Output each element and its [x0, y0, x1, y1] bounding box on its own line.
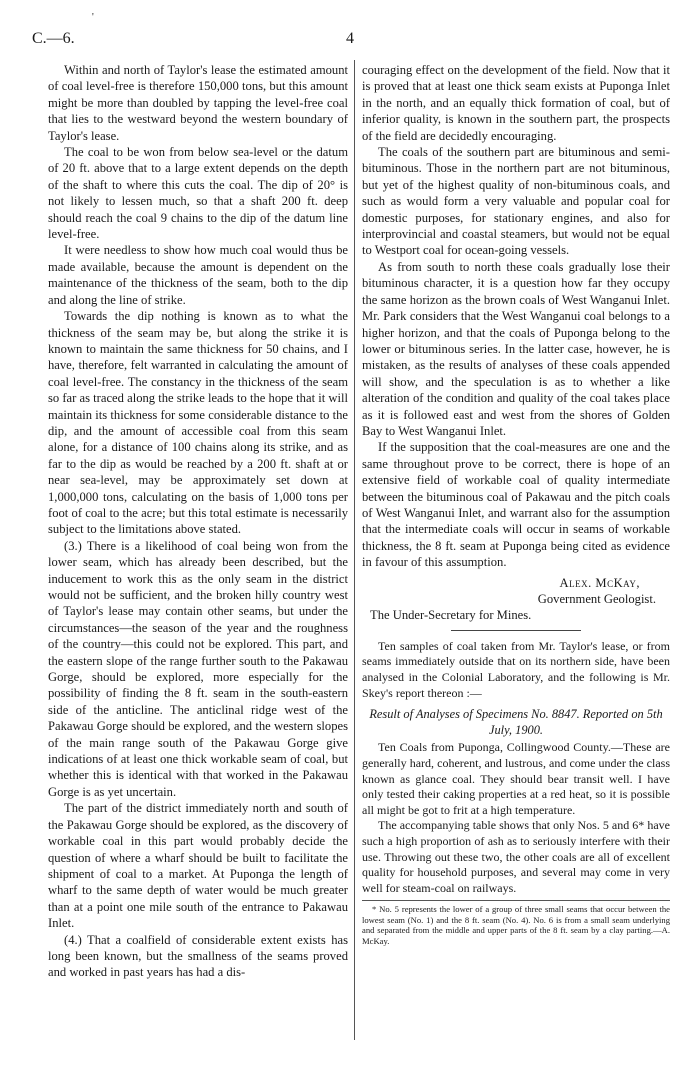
paragraph: As from south to north these coals gradually lose their bituminous character, it is a question how far they occupy the same horizon as the brown coals of West Wanganui Inlet. Mr. Park considers that the West Wanganui coal belongs to a higher horizon, and that the coals of Puponga belong to the lower or bituminous series. In the latter case, however, he is mistaken, as the results of analyses of these coals appended will show, and the speculation is as to whether a like alteration of the condition and quality of the coal takes place as it is followed east and west from the shores of Golden Bay to West Wanganui Inlet. — [362, 259, 670, 438]
paragraph: Ten Coals from Puponga, Collingwood County.—These are generally hard, coherent, and lustrous, and come under the class known as glance coal. They should bear transit well. I have only tested their caking properties at a red heat, so it is possible all might be got to frit at a high temperature. — [362, 740, 670, 817]
paragraph: (4.) That a coalfield of considerable extent exists has long been known, but the smallness of the seams proved and worked in past years has had a dis- — [48, 932, 348, 980]
result-heading: Result of Analyses of Specimens No. 8847. Reported on 5th July, 1900. — [369, 707, 663, 737]
paragraph: It were needless to show how much coal would thus be made available, because the amount is dependent on the maintenance of the thickness of the seam, both to the dip and along the line of strike. — [48, 243, 348, 307]
page-header — [32, 30, 668, 50]
addressee: The Under-Secretary for Mines. — [370, 608, 532, 623]
paragraph: If the supposition that the coal-measures are one and the same throughout prove to be correct, there is hope of an extensive field of workable coal of quality intermediate between the bituminous coal of Pakawau and the pitch coals of West Wanganui Inlet, and warrant also for the assumption that the intermediate coals will occur in seams of workable thickness, the 8 ft. seam at Puponga being cited as evidence in favour of this assumption. — [362, 440, 670, 570]
margin-mark: ' — [92, 12, 94, 23]
paragraph: The coal to be won from below sea-level or the datum of 20 ft. above that to a large extent depends on the depth of the shaft to where this cuts the coal. The dip of 20° is not likely to lessen much, so that a shaft 200 ft. deep should reach the coal 9 chains to the dip of the datum line level-free. — [48, 145, 348, 242]
paragraph: Ten samples of coal taken from Mr. Taylor's lease, or from seams immediately outside that on its northern side, have been analysed in the Colonial Laboratory, and the following is Mr. Skey's report thereon :— — [362, 638, 670, 700]
paragraph-continuation: couraging effect on the development of the field. Now that it is proved that at least one thick seam exists at Puponga Inlet in the north, and an equally thick formation of coal, but of inferior quality, is known in the southern part, the prospects of the field are decidedly encouraging. — [362, 63, 670, 143]
paragraph: Towards the dip nothing is known as to what the thickness of the seam may be, but along the strike it is known to maintain the same thickness for 50 chains, and I have, therefore, felt warranted in calculating the amount of coal level-free. The constancy in the thickness of the seam so far as traced along the strike leads to the hope that it will maintain its thickness for some considerable distance to the dip, and the amount of accessible coal from this seam alone, for a distance of 100 chains along its strike, and as far to the dip as would be reached by a 200 ft. shaft at or near sea-level, may be approximately set down at 1,000,000 tons, calculating on the basis of 1,000 tons per foot of coal to the acre; but this total estimate is necessarily subject to the limitations above stated. — [48, 309, 348, 537]
right-column — [362, 62, 670, 946]
signature-name: Alex. McKay, — [559, 575, 640, 590]
document-reference: C.—6. — [32, 30, 75, 47]
paragraph: The coals of the southern part are bituminous and semi-bituminous. Those in the northern part are not bituminous, but yet of the highest quality of non-bituminous coals, and such as would form a very valuable and popular coal for domestic purposes, for stationary engines, and also for interprovincial and coastal steamers, but would not be equal to Westport coal for ocean-going vessels. — [362, 145, 670, 258]
section-rule — [451, 630, 581, 631]
signature-block — [362, 575, 670, 608]
paragraph: Within and north of Taylor's lease the estimated amount of coal level-free is therefore 150,000 tons, but this amount might be more than doubled by tapping the level-free coal that lies to the westward beyond the western boundary of Taylor's lease. — [48, 63, 348, 143]
paragraph: (3.) There is a likelihood of coal being won from the lower seam, which has already been described, but the inducement to work this as the only seam in the district would not be sufficient, and the broken hilly country west of Taylor's lease may contain other seams, but under the circumstances—the season of the year and the roughness of the country—this could not be explored. This part, and the eastern slope of the range further south to the Pakawau Gorge, should be explored, more especially for the possibility of finding the 8 ft. seam in the south-eastern side of the anticline. The anticlinal ridge west of the Pakawau Gorge should be explored, and the western slopes of the main range south of the Pakawau Gorge give indications of at least one thick workable seam of coal, but whether this is identical with that worked in the Pakawau Gorge is as yet uncertain. — [48, 538, 348, 799]
page-number: 4 — [346, 30, 354, 47]
paragraph: The accompanying table shows that only Nos. 5 and 6* have such a high proportion of ash as to seriously interfere with their use. Throwing out these two, the other coals are all of excellent quality for household purposes, and several may come in very well for steam-coal on railways. — [362, 818, 670, 895]
signature-title: Government Geologist. — [537, 592, 656, 606]
paragraph: The part of the district immediately north and south of the Pakawau Gorge should be explored, as the discovery of workable coal in this part would probably decide the question of where a wharf should be built to facilitate the shipment of coal to a market. At Puponga the length of wharf to the same depth of water would be much greater than at a point one mile south of the entrance to Pakawau Inlet. — [48, 801, 348, 931]
footnote-rule — [362, 900, 670, 901]
column-divider — [354, 60, 355, 1040]
footnote: * No. 5 represents the lower of a group of three small seams that occur between the lowest seam (No. 1) and the 8 ft. seam (No. 4). No. 6 is from a small seam underlying and separated from the middle and upper parts of the 8 ft. seam by a clay parting.—A. McKay. — [362, 904, 670, 946]
left-column — [48, 62, 348, 981]
